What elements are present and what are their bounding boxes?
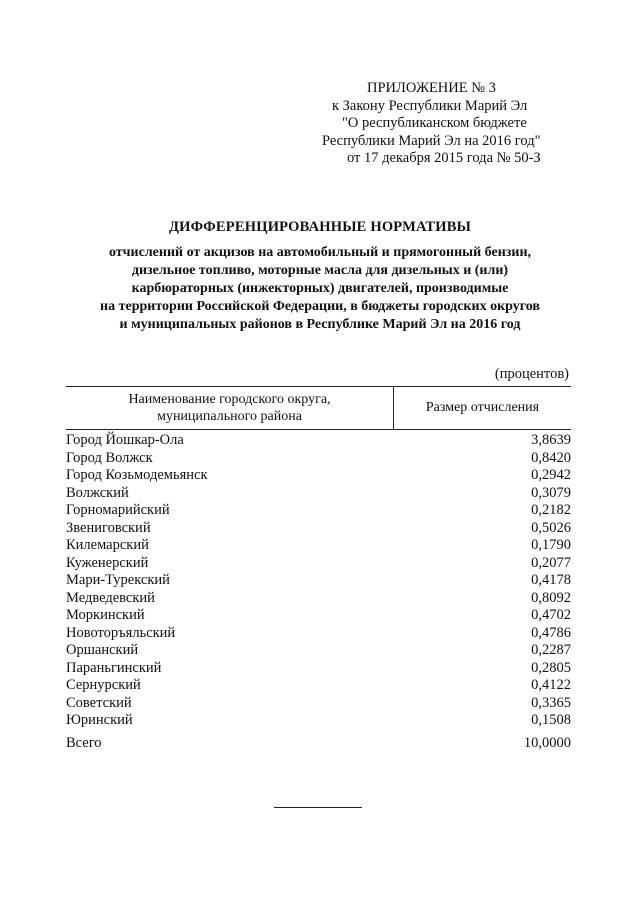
subtitle-line: отчислений от акцизов на автомобильный и прямогонный бензин, [108, 245, 532, 260]
row-name: Звениговский [66, 519, 151, 536]
row-name: Горномарийский [66, 502, 170, 518]
total-value: 10,0000 [523, 735, 571, 751]
table-row [66, 695, 571, 713]
table-row [66, 467, 571, 485]
header-name-line: Наименование городского округа, [128, 392, 331, 407]
table-body [66, 432, 571, 730]
row-value: 0,2077 [531, 554, 571, 571]
row-value: 0,4702 [531, 607, 571, 623]
row-value: 0,2805 [531, 659, 571, 676]
row-value: 3,8639 [531, 432, 571, 448]
subtitle-line: дизельное топливо, моторные масла для дизельных и (или) [131, 263, 509, 278]
table-row [66, 537, 571, 555]
table-row [66, 432, 571, 450]
table-row [66, 607, 571, 625]
row-name: Город Волжск [66, 449, 153, 466]
table-row [66, 677, 571, 695]
document-subtitle [60, 244, 580, 334]
row-value: 0,2942 [531, 467, 571, 483]
table-row [66, 660, 571, 678]
table-row [66, 555, 571, 573]
row-name: Юринский [66, 712, 133, 728]
table-row [66, 520, 571, 538]
row-value: 0,3079 [531, 484, 571, 501]
row-value: 0,2182 [531, 502, 571, 518]
table-row [66, 572, 571, 590]
total-label: Всего [66, 735, 102, 751]
row-name: Город Козьмодемьянск [66, 467, 208, 483]
row-name: Параньгинский [66, 659, 162, 676]
header-name-cell [66, 387, 394, 429]
table-row [66, 502, 571, 520]
row-name: Мари-Турекский [66, 572, 170, 588]
row-name: Советский [66, 694, 132, 711]
subtitle-line: и муниципальных районов в Республике Марий Эл на 2016 год [119, 317, 521, 332]
appendix-number: ПРИЛОЖЕНИЕ № 3 [367, 80, 496, 96]
row-name: Волжский [66, 484, 129, 501]
row-value: 0,1508 [531, 712, 571, 728]
document-title: ДИФФЕРЕНЦИРОВАННЫЕ НОРМАТИВЫ [168, 219, 472, 235]
row-name: Новоторъяльский [66, 624, 176, 641]
subtitle-line: карбюраторных (инжекторных) двигателей, производимые [131, 281, 509, 296]
appendix-law-title-2: Республики Марий Эл на 2016 год" [322, 132, 541, 149]
row-value: 0,4178 [531, 572, 571, 588]
subtitle-line: на территории Российской Федерации, в бюджеты городских округов [100, 299, 540, 314]
row-name: Куженерский [66, 554, 149, 571]
row-value: 0,1790 [531, 537, 571, 553]
row-name: Моркинский [66, 607, 145, 623]
header-name-line: муниципального района [157, 409, 302, 424]
row-value: 0,3365 [531, 694, 571, 711]
row-value: 0,8092 [531, 589, 571, 606]
closing-rule [274, 807, 362, 808]
table-row [66, 625, 571, 643]
appendix-date: от 17 декабря 2015 года № 50-З [347, 150, 541, 166]
row-name: Сернурский [66, 677, 141, 693]
row-value: 0,2287 [531, 642, 571, 658]
table-row [66, 642, 571, 660]
row-name: Оршанский [66, 642, 139, 658]
row-value: 0,8420 [531, 449, 571, 466]
total-row [66, 735, 571, 752]
table-row [66, 590, 571, 608]
table-row [66, 485, 571, 503]
row-name: Медведевский [66, 589, 155, 606]
appendix-law-ref: к Закону Республики Марий Эл [332, 97, 528, 114]
row-value: 0,5026 [531, 519, 571, 536]
row-value: 0,4122 [531, 677, 571, 693]
appendix-header [312, 80, 572, 168]
row-name: Килемарский [66, 537, 149, 553]
row-name: Город Йошкар-Ола [66, 432, 184, 448]
table-row [66, 450, 571, 468]
header-size-cell: Размер отчисления [425, 400, 540, 415]
appendix-law-title-1: "О республиканском бюджете [342, 115, 527, 131]
units-label: (процентов) [494, 366, 569, 382]
table-header [66, 386, 571, 430]
row-value: 0,4786 [531, 624, 571, 641]
table-row [66, 712, 571, 730]
